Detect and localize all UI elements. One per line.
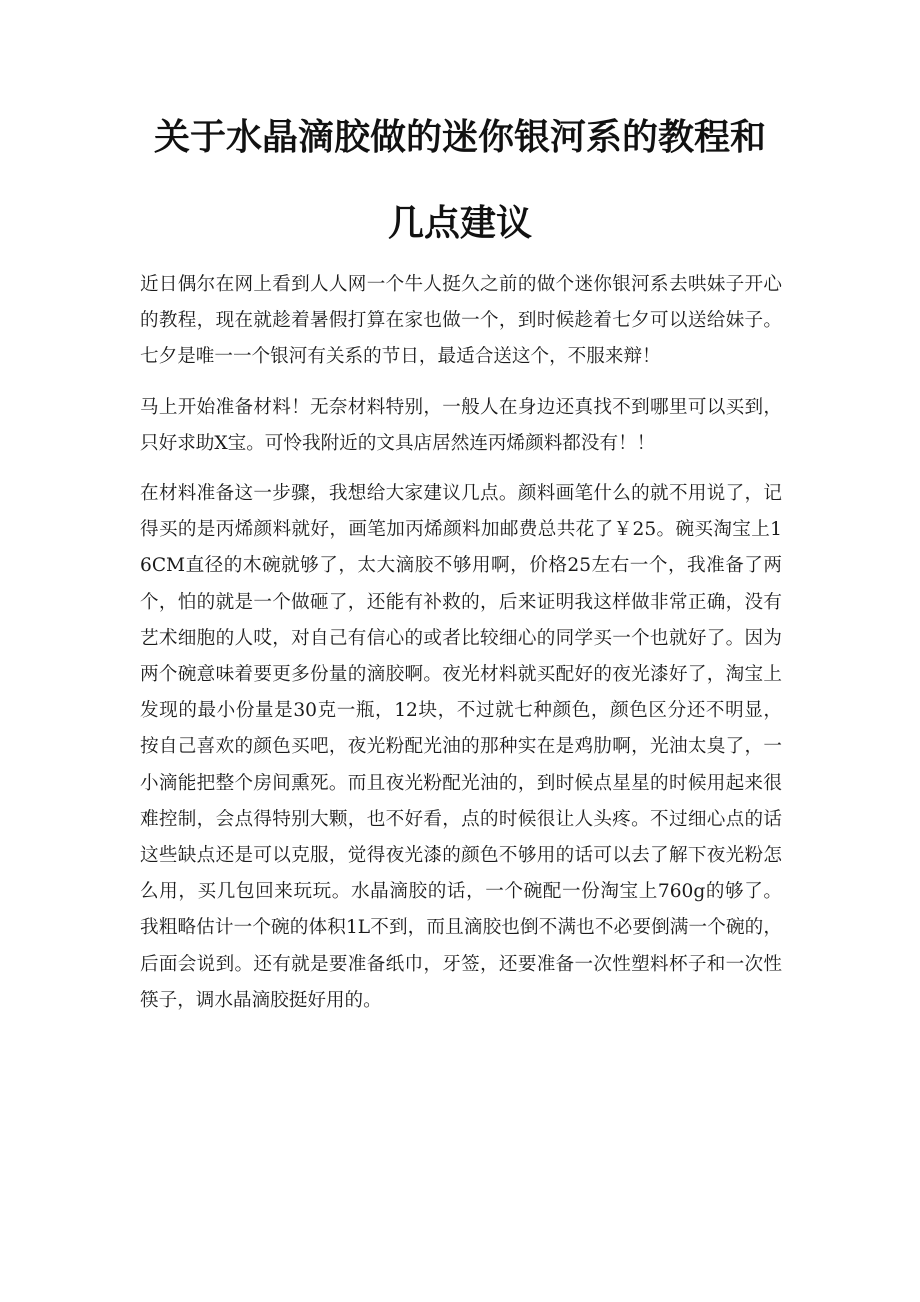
title-line-2: 几点建议: [387, 203, 532, 244]
page-title: [120, 95, 800, 267]
document-body: [140, 267, 782, 1033]
paragraph-intro: 近日偶尔在网上看到人人网一个牛人挺久之前的做个迷你银河系去哄妹子开心的教程，现在就趁着暑假打算在家也做一个，到时候趁着七夕可以送给妹子。七夕是唯一一个银河有关系的节日，最适合送这个，不服来辩！: [140, 274, 782, 368]
title-line-1: 关于水晶滴胶做的迷你银河系的教程和: [153, 117, 766, 158]
paragraph-suggestions: 在材料准备这一步骤，我想给大家建议几点。颜料画笔什么的就不用说了，记得买的是丙烯颜料就好，画笔加丙烯颜料加邮费总共花了￥25。碗买淘宝上16CM直径的木碗就够了，太大滴胶不够用啊，价格25左右一个，我准备了两个，怕的就是一个做砸了，还能有补救的，后来证明我这样做非常正确，没有艺术细胞的人哎，对自己有信心的或者比较细心的同学买一个也就好了。因为两个碗意味着要更多份量的滴胶啊。夜光材料就买配好的夜光漆好了，淘宝上发现的最小份量是30克一瓶，12块，不过就七种颜色，颜色区分还不明显，按自己喜欢的颜色买吧，夜光粉配光油的那种实在是鸡肋啊，光油太臭了，一小滴能把整个房间熏死。而且夜光粉配光油的，到时候点星星的时候用起来很难控制，会点得特别大颗，也不好看，点的时候很让人头疼。不过细心点的话这些缺点还是可以克服，觉得夜光漆的颜色不够用的话可以去了解下夜光粉怎么用，买几包回来玩玩。水晶滴胶的话，一个碗配一份淘宝上760g的够了。我粗略估计一个碗的体积1L不到，而且滴胶也倒不满也不必要倒满一个碗的，后面会说到。还有就是要准备纸巾，牙签，还要准备一次性塑料杯子和一次性筷子，调水晶滴胶挺好用的。: [140, 483, 782, 1011]
paragraph-materials: 马上开始准备材料！无奈材料特别，一般人在身边还真找不到哪里可以买到，只好求助X宝。可怜我附近的文具店居然连丙烯颜料都没有！！: [140, 396, 782, 454]
